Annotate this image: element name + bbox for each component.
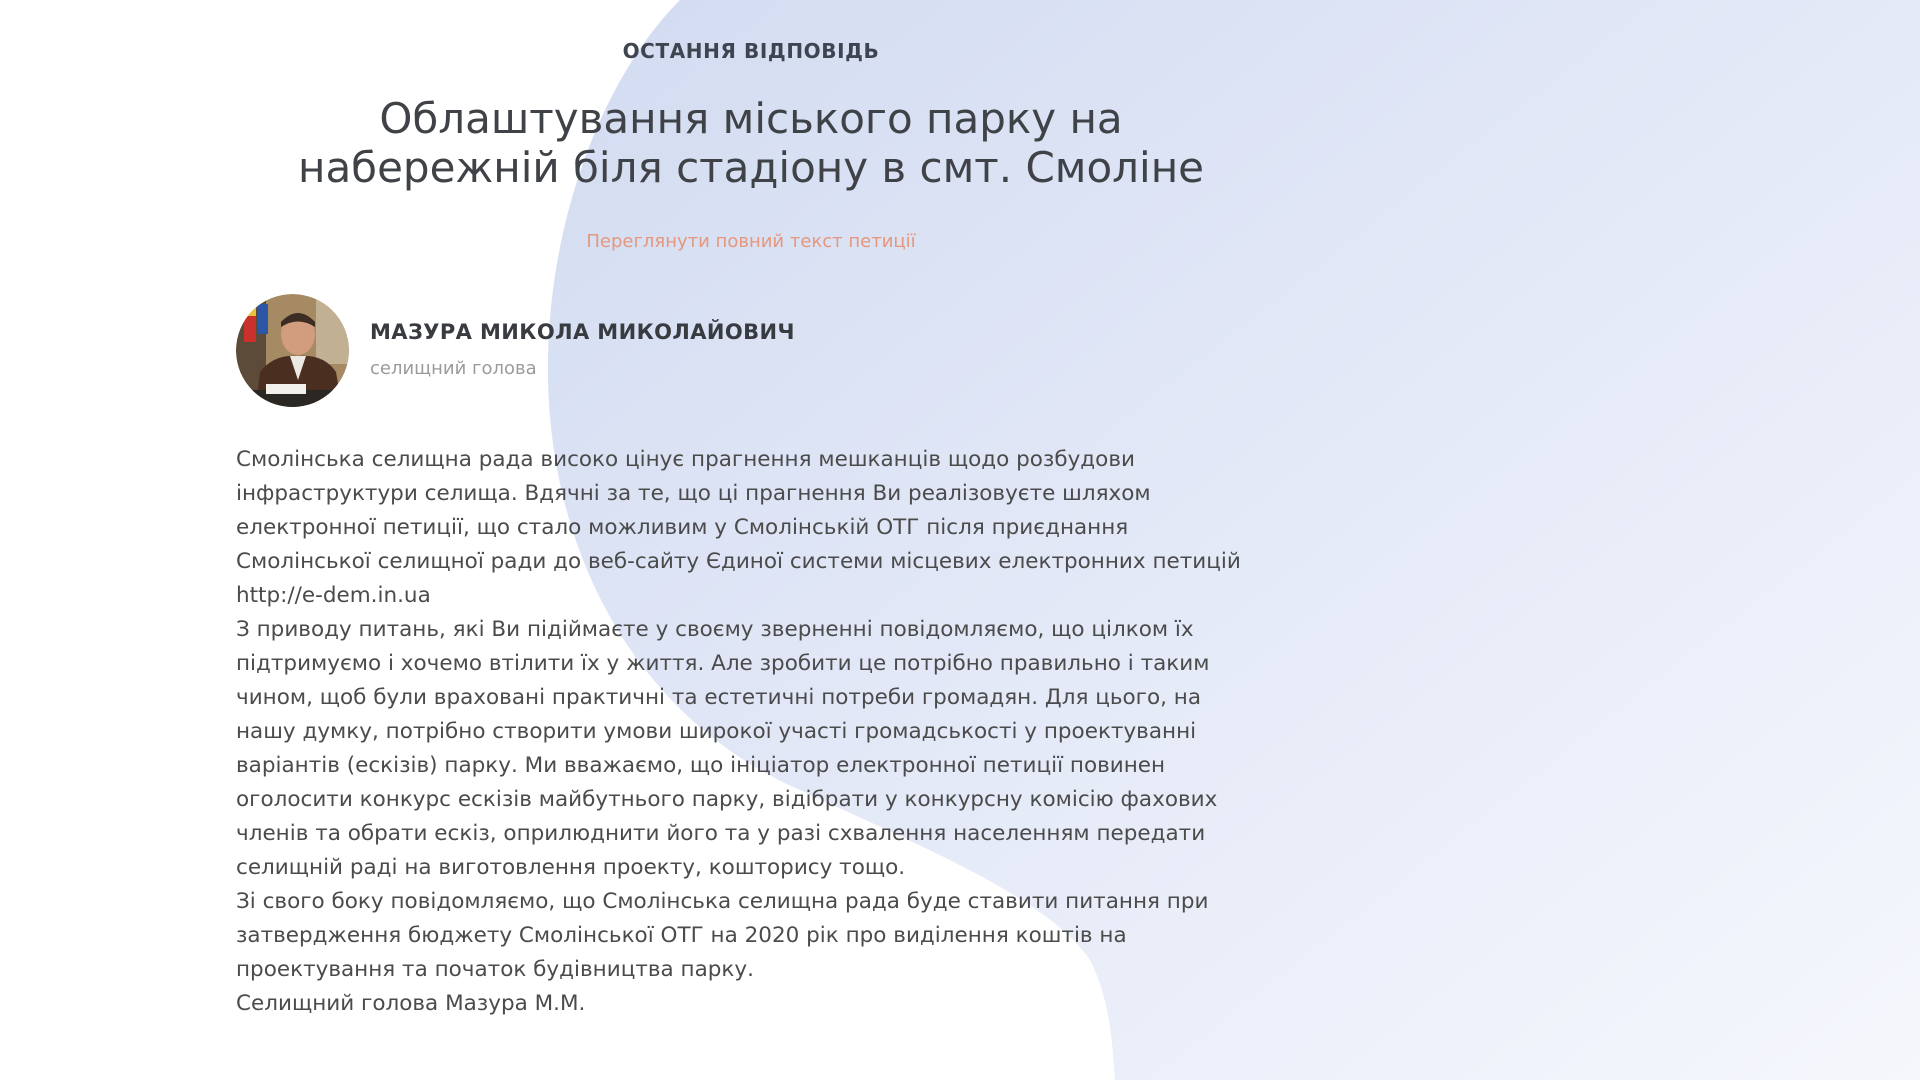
answer-line: підтримуємо і хочемо втілити їх у життя. Але зробити це потрібно правильно і таким <box>236 651 1210 676</box>
answer-line: членів та обрати ескіз, оприлюднити його та у разі схвалення населенням передати <box>236 821 1206 846</box>
responder-position: селищний голова <box>370 358 537 379</box>
answer-line: селищній раді на виготовлення проекту, кошторису тощо. <box>236 855 906 880</box>
answer-line: Зі свого боку повідомляємо, що Смолінська селищна рада буде ставити питання при <box>236 889 1209 914</box>
answer-line: Селищний голова Мазура М.М. <box>236 991 586 1016</box>
answer-line: електронної петиції, що стало можливим у Смолінській ОТГ після приєднання <box>236 515 1129 540</box>
answer-line: чином, щоб були враховані практичні та естетичні потреби громадян. Для цього, на <box>236 685 1202 710</box>
answer-text <box>236 443 1266 1021</box>
petition-title <box>236 94 1266 192</box>
answer-line: затвердження бюджету Смолінської ОТГ на 2020 рік про виділення коштів на <box>236 923 1127 948</box>
answer-line: оголосити конкурс ескізів майбутнього парку, відібрати у конкурсну комісію фахових <box>236 787 1218 812</box>
petition-title-line-1: Облаштування міського парку на <box>379 94 1123 143</box>
petition-title-line-2: набережній біля стадіону в смт. Смоліне <box>297 143 1204 192</box>
answer-line: нашу думку, потрібно створити умови широкої участі громадськості у проектуванні <box>236 719 1197 744</box>
answer-line: Смолінська селищна рада високо цінує прагнення мешканців щодо розбудови <box>236 447 1135 472</box>
answer-line: інфраструктури селища. Вдячні за те, що ці прагнення Ви реалізовуєте шляхом <box>236 481 1151 506</box>
answer-line: http://e-dem.in.ua <box>236 583 431 608</box>
responder-name: МАЗУРА МИКОЛА МИКОЛАЙОВИЧ <box>370 320 795 344</box>
answer-line: проектування та початок будівництва парку. <box>236 957 754 982</box>
section-label: ОСТАННЯ ВІДПОВІДЬ <box>622 39 880 63</box>
answer-line: варіантів (ескізів) парку. Ми вважаємо, що ініціатор електронної петиції повинен <box>236 753 1166 778</box>
responder-card <box>236 294 1266 407</box>
answer-line: З приводу питань, які Ви підіймаєте у своєму зверненні повідомляємо, що цілком їх <box>236 617 1194 642</box>
responder-avatar <box>236 294 349 407</box>
answer-line: Смолінської селищної ради до веб-сайту Єдиної системи місцевих електронних петицій <box>236 549 1241 574</box>
responder-photo-icon <box>236 294 349 407</box>
view-full-petition-link[interactable]: Переглянути повний текст петиції <box>586 231 916 252</box>
